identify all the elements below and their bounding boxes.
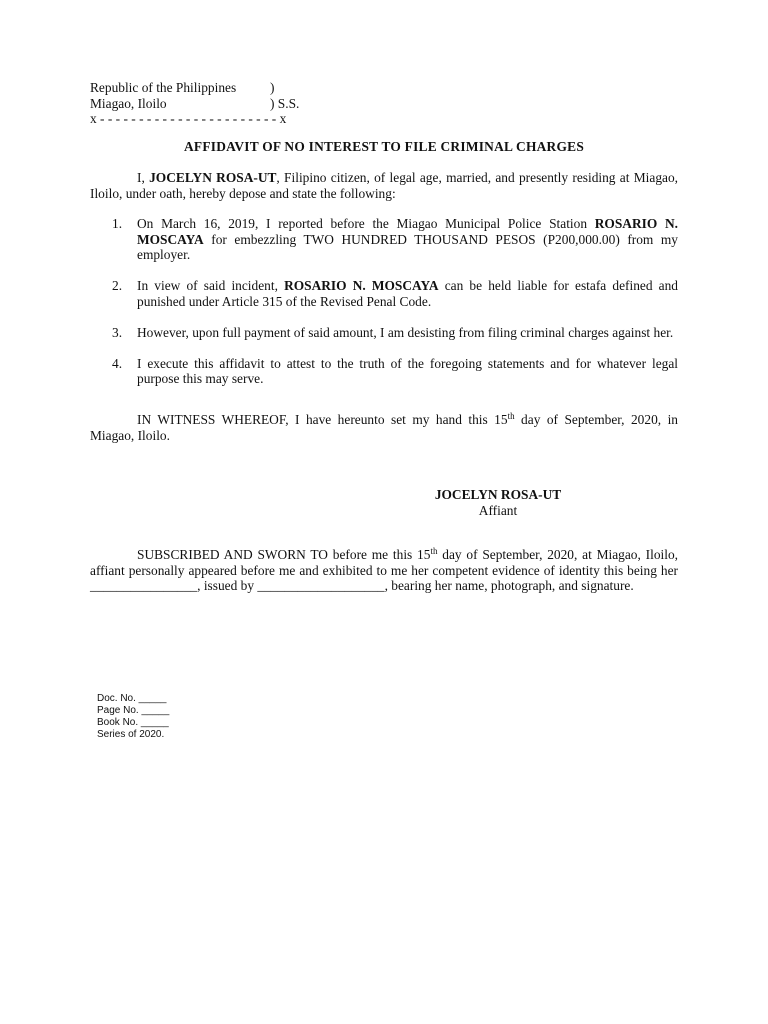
intro-post: , Filipino citizen, of legal age, married, and presently residing at Miagao, Iloilo, under oath, hereby depose and state the following:: [90, 170, 678, 201]
venue-paren-1: ): [270, 80, 275, 95]
page-number: Page No. _____: [97, 705, 170, 716]
signatory-name: JOCELYN ROSA-UT: [434, 487, 562, 502]
jurat-text: SUBSCRIBED AND SWORN TO before me this 15: [137, 547, 431, 562]
venue-line-3: x - - - - - - - - - - - - - - - - - - - - - - - x: [90, 111, 287, 126]
venue-city: Miagao, Iloilo: [90, 95, 167, 111]
document-title: AFFIDAVIT OF NO INTEREST TO FILE CRIMINAL CHARGES: [183, 139, 585, 154]
doc-number: Doc. No. _____: [97, 693, 167, 704]
jurat-paragraph: [90, 547, 678, 594]
intro-pre: I,: [137, 170, 150, 185]
venue-block: [90, 80, 390, 127]
book-number: Book No. _____: [97, 717, 169, 728]
item-text: I execute this affidavit to attest to the truth of the foregoing statements and for whatever legal purpose this may serve.: [137, 355, 678, 386]
statement-list: [90, 216, 678, 402]
intro-paragraph: [90, 170, 678, 201]
signature-block: [398, 487, 598, 518]
respondent-name: ROSARIO N. MOSCAYA: [284, 278, 439, 293]
item-number: 3.: [112, 324, 123, 340]
notarial-register: [97, 693, 169, 741]
respondent-name: ROSARIO N. MOSCAYA: [137, 216, 678, 247]
signatory-role: Affiant: [478, 502, 518, 518]
item-text: can be held liable for estafa defined and punished under Article 315 of the Revised Penal Code.: [137, 278, 678, 309]
list-item: [90, 216, 678, 263]
item-text: However, upon full payment of said amount, I am desisting from filing criminal charges against her.: [137, 324, 674, 340]
witness-text: day of September, 2020, in Miagao, Iloilo.: [90, 412, 678, 443]
witness-paragraph: [90, 412, 678, 443]
venue-country: Republic of the Philippines: [90, 80, 237, 95]
series-year: Series of 2020.: [97, 729, 165, 740]
item-number: 2.: [112, 278, 123, 293]
jurat-text: day of September, 2020, at Miagao, Iloilo, affiant personally appeared before me and exhibited to me her competent evidence of identity this being her ________________, issued by ___________________, bearing her name, photograph, and signature.: [90, 547, 678, 593]
venue-ss: ) S.S.: [270, 95, 300, 111]
item-number: 4.: [112, 355, 123, 371]
item-number: 1.: [112, 216, 123, 231]
list-item: [90, 325, 678, 341]
ordinal-suffix: th: [507, 411, 515, 421]
item-text: On March 16, 2019, I reported before the Miagao Municipal Police Station: [137, 216, 595, 231]
affiant-name: JOCELYN ROSA-UT: [149, 170, 277, 185]
venue-line-2: [90, 96, 390, 112]
item-text: for embezzling TWO HUNDRED THOUSAND PESOS (P200,000.00) from my employer.: [137, 231, 678, 262]
ordinal-suffix: th: [430, 546, 438, 556]
item-text: In view of said incident,: [137, 278, 285, 293]
witness-text: IN WITNESS WHEREOF, I have hereunto set my hand this 15: [137, 412, 508, 427]
list-item: [90, 356, 678, 387]
list-item: [90, 278, 678, 309]
venue-line-1: [90, 80, 390, 96]
